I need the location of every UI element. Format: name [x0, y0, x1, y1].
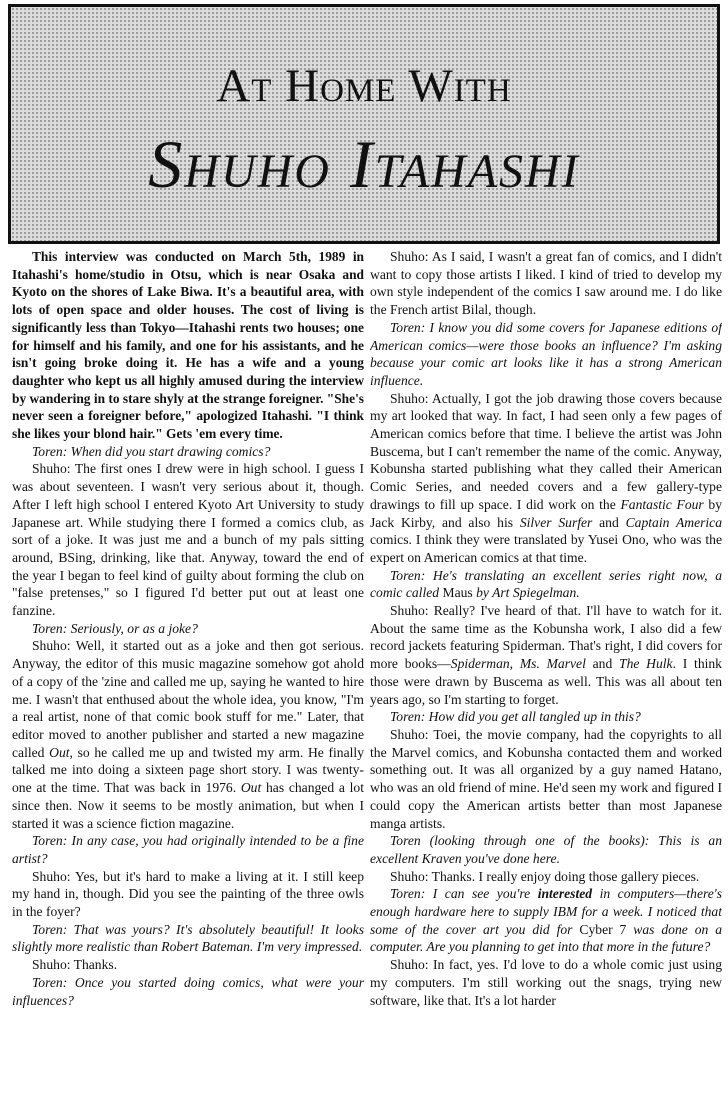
title-banner: [8, 4, 720, 244]
answer: Shuho: The first ones I drew were in high school. I guess I was about seventeen. I wasn't very serious about it, though. After I left high school I entered Kyoto Art University to study Japanese art. While studying there I formed a comics club, as sort of a joke. It was just me and a bunch of my pals sitting around, BSing, drinking, like that. Anyway, toward the end of the year I began to feel kind of guilty about forming the club on "false pretenses," so I figured I'd better put out at least one fanzine.: [12, 461, 364, 619]
answer: Shuho: Thanks. I really enjoy doing those gallery pieces.: [390, 868, 700, 884]
question: Toren: That was yours? It's absolutely beautiful! It looks slightly more realistic than Robert Bateman. I'm very impressed.: [12, 921, 364, 955]
answer: Shuho: Toei, the movie company, had the copyrights to all the Marvel comics, and Kobunsha contacted them and worked something out. It was all organized by a guy named Hatano, who was an old friend of mine. He'd seen my work and figured I could copy the American artists better than most Japanese manga artists.: [370, 726, 722, 831]
question: Toren: I know you did some covers for Japanese editions of American comics—were those books an influence? I'm asking because your comic art looks like it has a strong American influence.: [370, 319, 722, 388]
answer: Shuho: Really? I've heard of that. I'll have to watch for it. About the same time as the Kobunsha work, I also did a few record jackets featuring Spiderman. That's right, I did covers for more books—Spiderman, Ms. Marvel and The Hulk. I think those were drawn by Buscema as well. This was all about ten years ago, so I'm starting to forget.: [370, 603, 722, 707]
answer: Shuho: In fact, yes. I'd love to do a whole comic just using my computers. I'm still working out the snags, trying new software, like that. It's a lot harder: [370, 957, 722, 1008]
title-line-1: At Home With: [216, 60, 512, 112]
answer: Shuho: Thanks.: [32, 957, 118, 973]
answer: Shuho: Yes, but it's hard to make a living at it. I still keep my hand in, though. Did you see the painting of the three owls in the foyer?: [12, 868, 364, 920]
left-column: [12, 248, 364, 1098]
question: Toren: He's translating an excellent series right now, a comic called Maus by Art Spiegelman.: [370, 567, 722, 601]
right-column: [370, 248, 722, 1098]
intro-paragraph: This interview was conducted on March 5th, 1989 in Itahashi's home/studio in Otsu, which is near Osaka and Kyoto on the shores of Lake Biwa. It's a beautiful area, with lots of open space and older houses. The cost of living is significantly less than Tokyo—Itahashi rents two houses; one for himself and his family, and one for his assistants, and he isn't going broke doing it. He has a wife and a young daughter who kept us all highly amused during the interview by wandering in to stare shyly at the strange foreigner. "She's never seen a foreigner before," apologized Itahashi. "I think she likes your blond hair." Gets 'em every time.: [12, 249, 364, 442]
question: Toren: In any case, you had originally intended to be a fine artist?: [12, 833, 364, 866]
question: Toren: Once you started doing comics, what were your influences?: [12, 974, 364, 1008]
answer: Shuho: As I said, I wasn't a great fan of comics, and I didn't want to copy those artists I liked. I kind of tried to develop my own style independent of the comics I saw around me. I do like the French artist Bilal, though.: [370, 249, 722, 318]
answer: Shuho: Well, it started out as a joke and then got serious. Anyway, the editor of this music magazine somehow got ahold of a copy of the 'zine and called me up, saying he wanted to hire me. I wasn't that enthused about the whole idea, you know, "I'm a real artist, none of that comic book stuff for me." Later, that editor moved to another publisher and started a new magazine called Out, so he called me up and twisted my arm. He finally talked me into doing a sixteen page short story. I was twenty-one at the time. That was back in 1976. Out has changed a lot since then. Now it seems to be mostly animation, but when I started it was a science fiction magazine.: [12, 638, 364, 831]
question: Toren: Seriously, or as a joke?: [32, 620, 198, 636]
question: Toren: I can see you're interested in computers—there's enough hardware here to supply IBM for a week. I noticed that some of the cover art you did for Cyber 7 was done on a computer. Are you planning to get into that more in the future?: [370, 886, 722, 955]
question: Toren: When did you start drawing comics?: [32, 443, 271, 459]
question: Toren (looking through one of the books): This is an excellent Kraven you've done here.: [370, 833, 722, 866]
question: Toren: How did you get all tangled up in this?: [390, 709, 641, 725]
title-line-2: Shuho Itahashi: [148, 126, 580, 202]
answer: Shuho: Actually, I got the job drawing those covers because my art looked that way. In fact, I had seen only a few pages of American comics before that time. I believe the artist was John Buscema, but I can't remember the name of the comic. Anyway, Kobunsha started publishing what they called their American Comic Series, and needed covers and a few gallery-type drawings to fill up space. I did work on the Fantastic Four by Jack Kirby, and also his Silver Surfer and Captain America comics. I think they were translated by Yusei Ono, who was the expert on American comics at that time.: [370, 390, 722, 565]
